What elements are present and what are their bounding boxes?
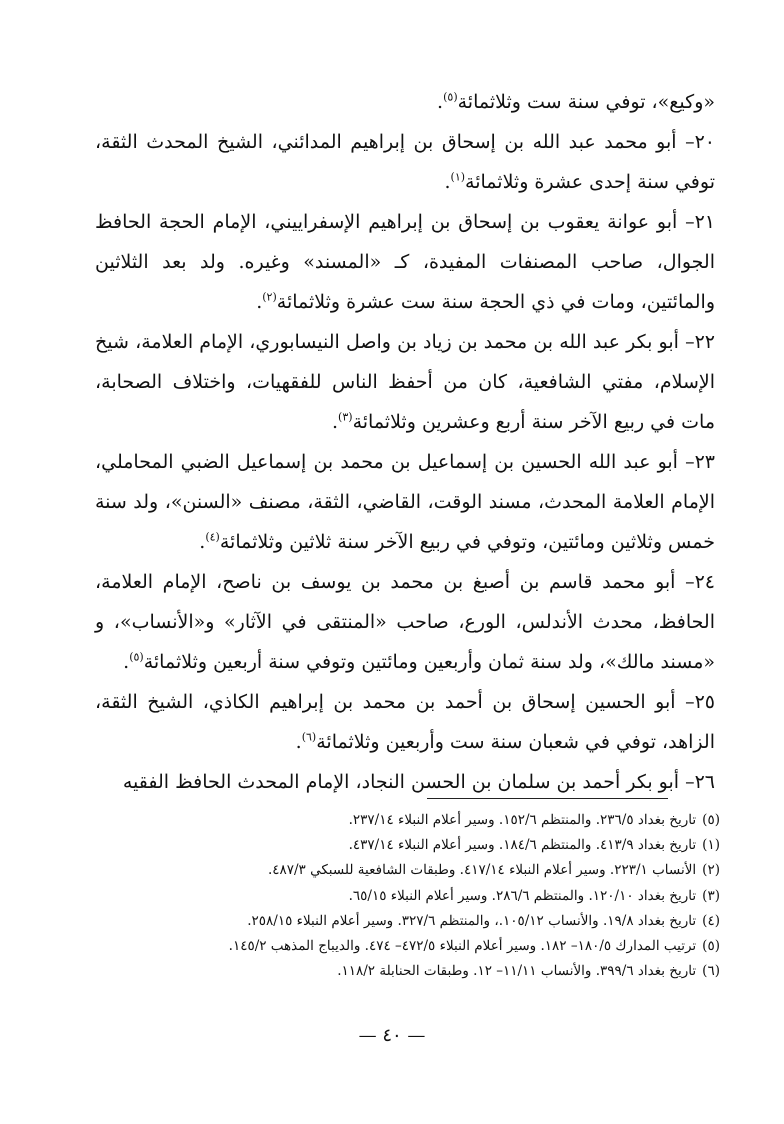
- paragraph-end: .: [256, 291, 263, 313]
- paragraph-end: .: [444, 171, 451, 193]
- footnote-marker: (٥): [702, 812, 720, 828]
- footnote-reference: (٥): [443, 90, 458, 104]
- footnote-text: تاريخ بغداد ١٢٠/١٠. والمنتظم ٢٨٦/٦. وسير أعلام النبلاء ٦٥/١٥.: [348, 887, 697, 904]
- footnote-reference: (٢): [262, 290, 277, 304]
- footnote-marker: (٤): [702, 912, 720, 929]
- footnote-marker: (٢): [702, 862, 720, 879]
- footnote-text: تاريخ بغداد ١٩/٨. والأنساب ١٠٥/١٢.، والمنتظم ٣٢٧/٦. وسير أعلام النبلاء ٢٥٨/١٥.: [247, 912, 697, 929]
- paragraph-end: .: [437, 91, 444, 113]
- paragraph-text: ٢٦– أبو بكر أحمد بن سلمان بن الحسن النجاد، الإمام المحدث الحافظ الفقيه: [122, 771, 715, 793]
- paragraph-end: .: [295, 731, 302, 753]
- main-text: [95, 82, 715, 802]
- footnote-reference: (٥): [129, 650, 144, 664]
- footnote-marker: (٦): [702, 963, 720, 980]
- paragraph-text: ٢٣– أبو عبد الله الحسين بن إسماعيل بن محمد بن إسماعيل الضبي المحاملي، الإمام العلامة المحدث، مسند الوقت، القاضي، الثقة، مصنف «السنن»، ولد سنة خمس وثلاثين ومائتين، وتوفي في ربيع الآخر سنة ثلاثين وثلاثمائة: [95, 451, 715, 553]
- paragraph-text: «وكيع»، توفي سنة ست وثلاثمائة: [457, 91, 715, 113]
- footnote: [90, 884, 720, 909]
- paragraph: [95, 82, 715, 122]
- footnotes: [90, 808, 720, 984]
- paragraph: [95, 762, 715, 802]
- paragraph-end: .: [123, 651, 130, 673]
- footnote-marker: (٣): [702, 887, 720, 904]
- footnote: [90, 808, 720, 833]
- footnote: [90, 833, 720, 858]
- footnote-separator-rule: [427, 798, 668, 799]
- footnote-reference: (٣): [338, 410, 353, 424]
- paragraph: [95, 322, 715, 442]
- paragraph-text: ٢٤– أبو محمد قاسم بن أصبغ بن محمد بن يوسف بن ناصح، الإمام العلامة، الحافظ، محدث الأندلس، الورع، صاحب «المنتقى في الآثار» و«الأنساب»، و «مسند مالك»، ولد سنة ثمان وأربعين ومائتين وتوفي سنة أربعين وثلاثمائة: [95, 571, 715, 673]
- footnote-reference: (٦): [301, 730, 317, 744]
- paragraph-end: .: [332, 411, 339, 433]
- paragraph: [95, 442, 715, 562]
- paragraph-text: ٢٠– أبو محمد عبد الله بن إسحاق بن إبراهيم المدائني، الشيخ المحدث الثقة، توفي سنة إحدى عشرة وثلاثمائة: [95, 131, 715, 193]
- footnote: [90, 909, 720, 934]
- footnote-text: تاريخ بغداد ٣٩٩/٦. والأنساب ١١/١١– ١٢. وطبقات الحنابلة ١١٨/٢.: [337, 963, 697, 980]
- paragraph: [95, 122, 715, 202]
- footnote-text: ترتيب المدارك ١٨٠/٥– ١٨٢. وسير أعلام النبلاء ٤٧٢/٥– ٤٧٤. والديباج المذهب ١٤٥/٢.: [228, 938, 697, 955]
- paragraph: [95, 562, 715, 682]
- footnote: [90, 934, 720, 959]
- footnote: [90, 959, 720, 984]
- footnote: [90, 858, 720, 883]
- paragraph-text: ٢٥– أبو الحسين إسحاق بن أحمد بن محمد بن إبراهيم الكاذي، الشيخ الثقة، الزاهد، توفي في شعبان سنة ست وأربعين وثلاثمائة: [95, 691, 715, 753]
- paragraph-text: ٢٢– أبو بكر عبد الله بن محمد بن زياد بن واصل النيسابوري، الإمام العلامة، شيخ الإسلام، مفتي الشافعية، كان من أحفظ الناس للفقهيات، واختلاف الصحابة، مات في ربيع الآخر سنة أربع وعشرين وثلاثمائة: [95, 331, 715, 433]
- paragraph: [95, 682, 715, 762]
- paragraph-text: ٢١– أبو عوانة يعقوب بن إسحاق بن إبراهيم الإسفراييني، الإمام الحجة الحافظ الجوال، صاحب المصنفات المفيدة، كـ «المسند» وغيره. ولد بعد الثلاثين والمائتين، ومات في ذي الحجة سنة ست عشرة وثلاثمائة: [95, 211, 715, 313]
- footnote-marker: (١): [702, 837, 720, 854]
- paragraph-end: .: [199, 531, 206, 553]
- footnote-reference: (٤): [205, 530, 220, 544]
- footnote-reference: (١): [450, 170, 466, 184]
- footnote-marker: (٥): [702, 938, 720, 955]
- page-number: — ٤٠ —: [358, 1025, 426, 1046]
- paragraph: [95, 202, 715, 322]
- footnote-text: الأنساب ٢٢٣/١. وسير أعلام النبلاء ٤١٧/١٤. وطبقات الشافعية للسبكي ٤٨٧/٣.: [267, 862, 697, 879]
- footnote-text: تاريخ بغداد ٢٣٦/٥. والمنتظم ١٥٢/٦. وسير أعلام النبلاء ٢٣٧/١٤.: [348, 812, 697, 828]
- footnote-text: تاريخ بغداد ٤١٣/٩. والمنتظم ١٨٤/٦. وسير أعلام النبلاء ٤٣٧/١٤.: [348, 837, 697, 854]
